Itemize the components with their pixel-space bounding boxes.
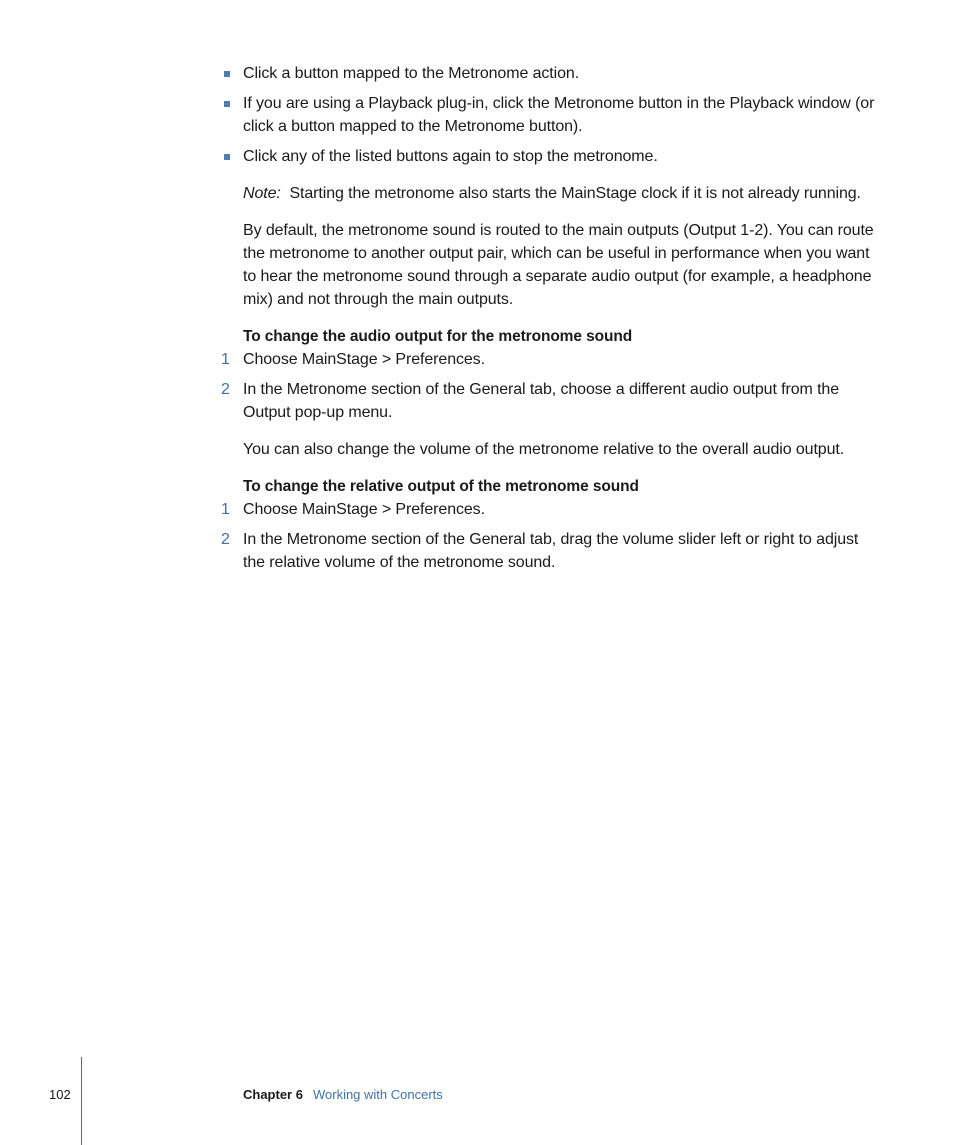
footer-divider	[81, 1057, 82, 1145]
footer-chapter	[243, 1087, 443, 1102]
bullet-text: If you are using a Playback plug-in, click the Metronome button in the Playback window (or click a button mapped to the Metronome button).	[243, 95, 875, 135]
note-text: Starting the metronome also starts the MainStage clock if it is not already running.	[289, 185, 861, 202]
section-heading-audio-output: To change the audio output for the metronome sound	[243, 328, 633, 345]
step-number: 2	[221, 531, 230, 548]
bullet-square-icon	[224, 71, 230, 77]
bullet-text: Click a button mapped to the Metronome action.	[243, 65, 580, 82]
section-heading-relative-output: To change the relative output of the metronome sound	[243, 478, 639, 495]
step-text: Choose MainStage > Preferences.	[243, 501, 485, 518]
chapter-label: Chapter 6	[243, 1087, 303, 1102]
bullet-text: Click any of the listed buttons again to stop the metronome.	[243, 148, 658, 165]
note-paragraph	[243, 182, 883, 205]
note-label: Note:	[243, 185, 281, 202]
volume-paragraph: You can also change the volume of the metronome relative to the overall audio output.	[243, 441, 845, 458]
bullet-item	[243, 92, 883, 138]
step-text: In the Metronome section of the General tab, drag the volume slider left or right to adjust the relative volume of the metronome sound.	[243, 531, 859, 571]
step-text: Choose MainStage > Preferences.	[243, 351, 485, 368]
chapter-title-link[interactable]: Working with Concerts	[312, 1087, 443, 1102]
default-routing-paragraph: By default, the metronome sound is routed to the main outputs (Output 1-2). You can route the metronome to another output pair, which can be useful in performance when you want to hear the metronome sound through a separate audio output (for example, a headphone mix) and not through the main outputs.	[243, 222, 874, 308]
page-number: 102	[49, 1087, 71, 1102]
step-text: In the Metronome section of the General tab, choose a different audio output from the Output pop-up menu.	[243, 381, 840, 421]
step-item	[221, 498, 883, 521]
bullet-square-icon	[224, 154, 230, 160]
step-number: 1	[221, 501, 230, 518]
step-item	[221, 528, 883, 574]
step-item	[221, 348, 883, 371]
bullet-item	[243, 145, 883, 168]
bullet-square-icon	[224, 101, 230, 107]
step-number: 1	[221, 351, 230, 368]
step-item	[221, 378, 883, 424]
bullet-item	[243, 62, 883, 85]
step-number: 2	[221, 381, 230, 398]
